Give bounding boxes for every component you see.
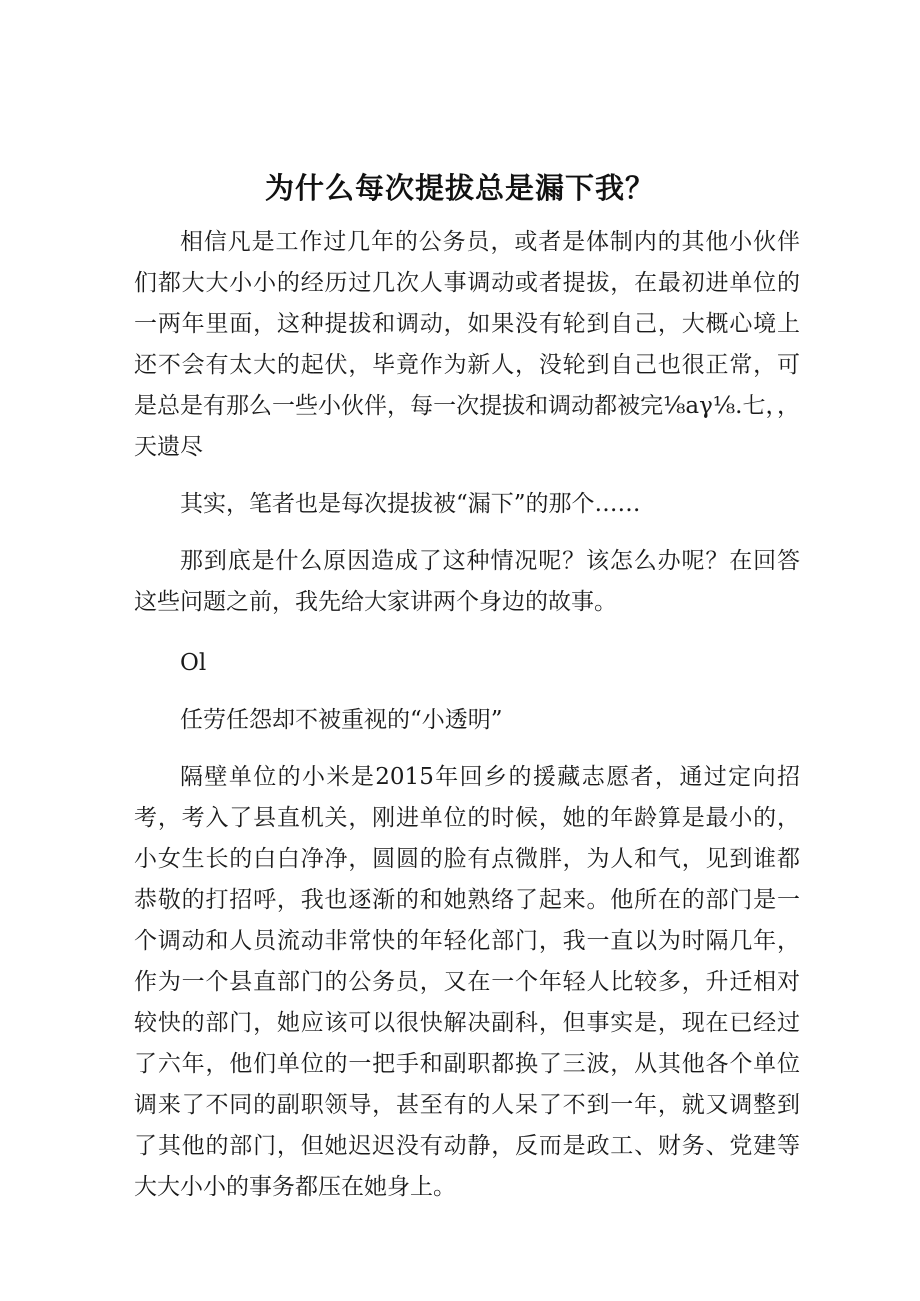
document-body	[134, 222, 800, 1208]
document-title: 为什么每次提拔总是漏下我？	[264, 171, 655, 205]
paragraph-story: 隔壁单位的小米是2015年回乡的援藏志愿者，通过定向招考，考入了县直机关，刚进单位的时候，她的年龄算是最小的，小女生长的白白净净，圆圆的脸有点微胖，为人和气，见到谁都恭敬的打招呼，我也逐渐的和她熟络了起来。他所在的部门是一个调动和人员流动非常快的年轻化部门，我一直以为时隔几年，作为一个县直部门的公务员，又在一个年轻人比较多，升迁相对较快的部门，她应该可以很快解决副科，但事实是，现在已经过了六年，他们单位的一把手和副职都换了三波，从其他各个单位调来了不同的副职领导，甚至有的人呆了不到一年，就又调整到了其他的部门，但她迟迟没有动静，反而是政工、财务、党建等大大小小的事务都压在她身上。	[134, 764, 800, 1200]
section-number: Ol	[180, 650, 207, 676]
paragraph-author-note: 其实，笔者也是每次提拔被“漏下”的那个……	[180, 491, 641, 517]
section-heading: 任劳任怨却不被重视的“小透明”	[180, 707, 503, 733]
paragraph-intro: 相信凡是工作过几年的公务员，或者是体制内的其他小伙伴们都大大小小的经历过几次人事调动或者提拔，在最初进单位的一两年里面，这种提拔和调动，如果没有轮到自己，大概心境上还不会有太大的起伏，毕竟作为新人，没轮到自己也很正常，可是总是有那么一些小伙伴，每一次提拔和调动都被完⅛aγ⅛.七，，天遗尽	[134, 229, 800, 460]
paragraph-question: 那到底是什么原因造成了这种情况呢？该怎么办呢？在回答这些问题之前，我先给大家讲两个身边的故事。	[134, 548, 800, 615]
